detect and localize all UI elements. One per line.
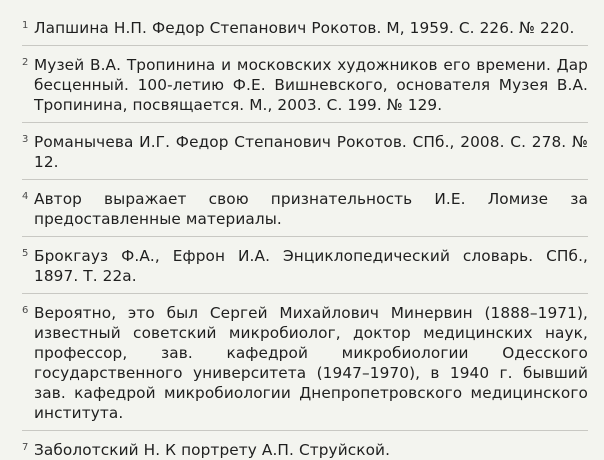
footnote-1 (22, 18, 588, 38)
footnote-6 (22, 303, 588, 423)
footnote-5 (22, 246, 588, 286)
footnote-number: 4 (22, 191, 29, 202)
footnote-number: 2 (22, 57, 29, 68)
footnote-7 (22, 440, 588, 460)
divider (22, 236, 588, 237)
footnote-number: 3 (22, 134, 29, 145)
footnote-text: Музей В.А. Тропинина и московских художников его времени. Дар бесценный. 100-летию Ф.Е. Вишневского, основателя Музея В.А. Тропинина, посвящается. М., 2003. С. 199. № 129. (34, 56, 588, 114)
footnote-text: Романычева И.Г. Федор Степанович Рокотов. СПб., 2008. С. 278. № 12. (34, 133, 588, 171)
footnote-number: 6 (22, 305, 29, 316)
footnote-text: Брокгауз Ф.А., Ефрон И.А. Энциклопедический словарь. СПб., 1897. Т. 22а. (34, 247, 588, 285)
divider (22, 45, 588, 46)
footnote-text: Вероятно, это был Сергей Михайлович Минервин (1888–1971), известный советский микробиолог, доктор медицинских наук, профессор, зав. кафедрой микробиологии Одесского государственного университета (1947–1970), в 1940 г. бывший зав. кафедрой микробиологии Днепропетровского медицинского института. (34, 304, 588, 422)
divider (22, 179, 588, 180)
footnote-3 (22, 132, 588, 172)
footnote-text: Лапшина Н.П. Федор Степанович Рокотов. М, 1959. С. 226. № 220. (34, 19, 575, 37)
divider (22, 293, 588, 294)
footnote-4 (22, 189, 588, 229)
divider (22, 122, 588, 123)
footnote-2 (22, 55, 588, 115)
footnote-number: 5 (22, 248, 29, 259)
divider (22, 430, 588, 431)
footnote-number: 7 (22, 442, 29, 453)
footnote-text: Заболотский Н. К портрету А.П. Струйской. (34, 441, 391, 459)
footnote-text: Автор выражает свою признательность И.Е. Ломизе за предоставленные материалы. (34, 190, 588, 228)
footnote-number: 1 (22, 20, 29, 31)
